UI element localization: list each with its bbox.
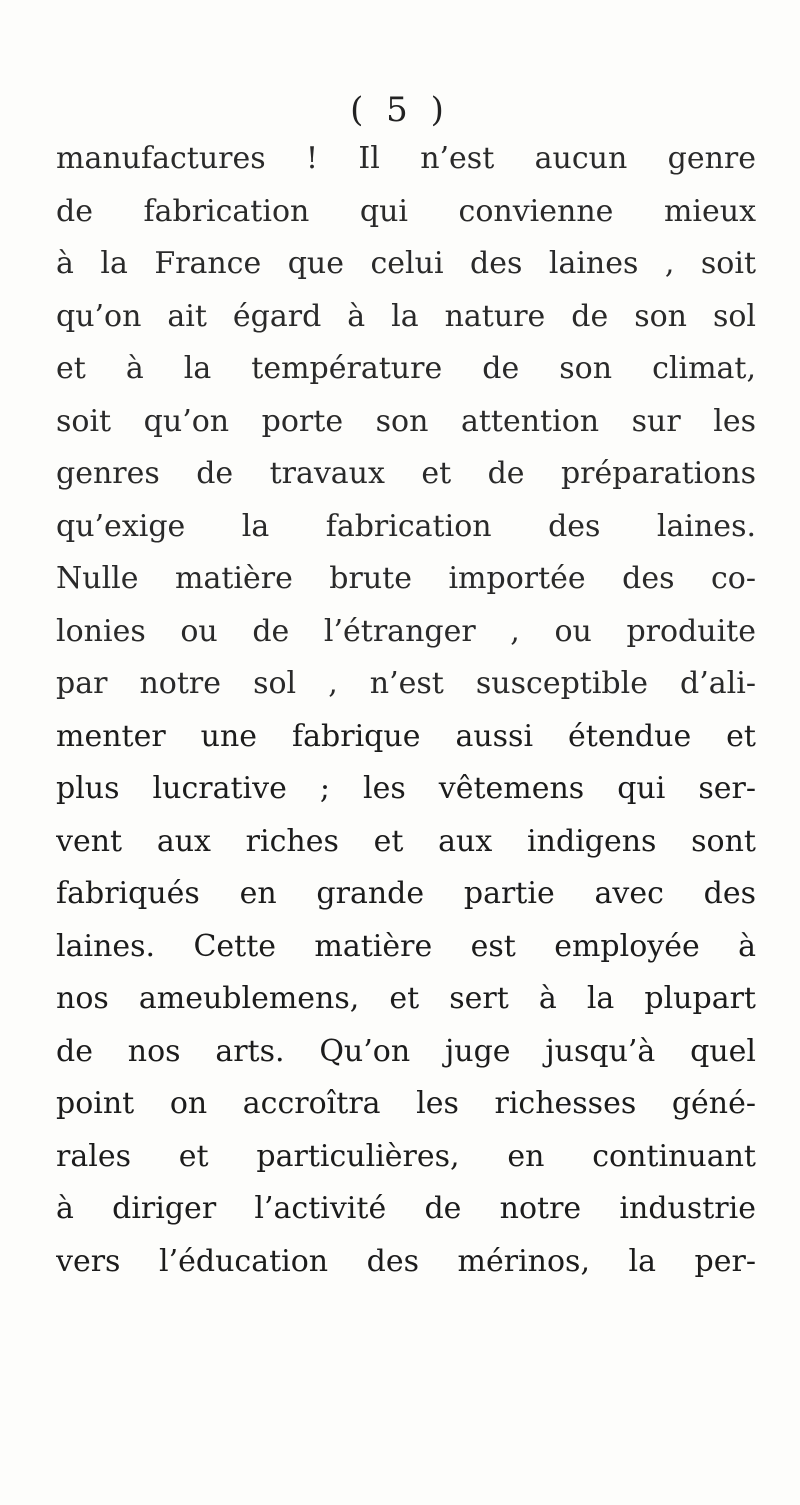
text-line-22: vers l’éducation des mérinos, la per-: [56, 1243, 756, 1279]
text-line-9: Nulle matière brute importée des co-: [56, 561, 756, 596]
text-line-12: menter une fabrique aussi étendue et: [56, 718, 756, 754]
text-line-16: laines. Cette matière est employée à: [56, 928, 756, 964]
page-number: ( 5 ): [350, 90, 450, 130]
text-line-18: de nos arts. Qu’on juge jusqu’à quel: [56, 1033, 756, 1069]
text-line-20: rales et particulières, en continuant: [56, 1138, 756, 1174]
text-line-1: manufactures ! Il n’est aucun genre: [56, 141, 756, 176]
text-line-4: qu’on ait égard à la nature de son sol: [56, 298, 756, 334]
text-line-3: à la France que celui des laines , soit: [56, 246, 756, 281]
text-line-5: et à la température de son climat,: [56, 351, 756, 386]
text-line-10: lonies ou de l’étranger , ou produite: [56, 613, 756, 649]
text-line-2: de fabrication qui convienne mieux: [56, 193, 756, 229]
text-line-17: nos ameublemens, et sert à la plupart: [56, 981, 756, 1016]
text-line-15: fabriqués en grande partie avec des: [56, 876, 756, 911]
text-line-13: plus lucrative ; les vêtemens qui ser-: [56, 771, 756, 806]
text-line-8: qu’exige la fabrication des laines.: [56, 508, 756, 544]
body-text: [56, 133, 756, 1288]
text-line-11: par notre sol , n’est susceptible d’ali-: [56, 666, 756, 701]
text-line-19: point on accroîtra les richesses géné-: [56, 1086, 756, 1121]
text-line-6: soit qu’on porte son attention sur les: [56, 403, 756, 439]
text-line-7: genres de travaux et de préparations: [56, 456, 756, 491]
text-line-21: à diriger l’activité de notre industrie: [56, 1191, 756, 1226]
text-line-14: vent aux riches et aux indigens sont: [56, 823, 756, 859]
